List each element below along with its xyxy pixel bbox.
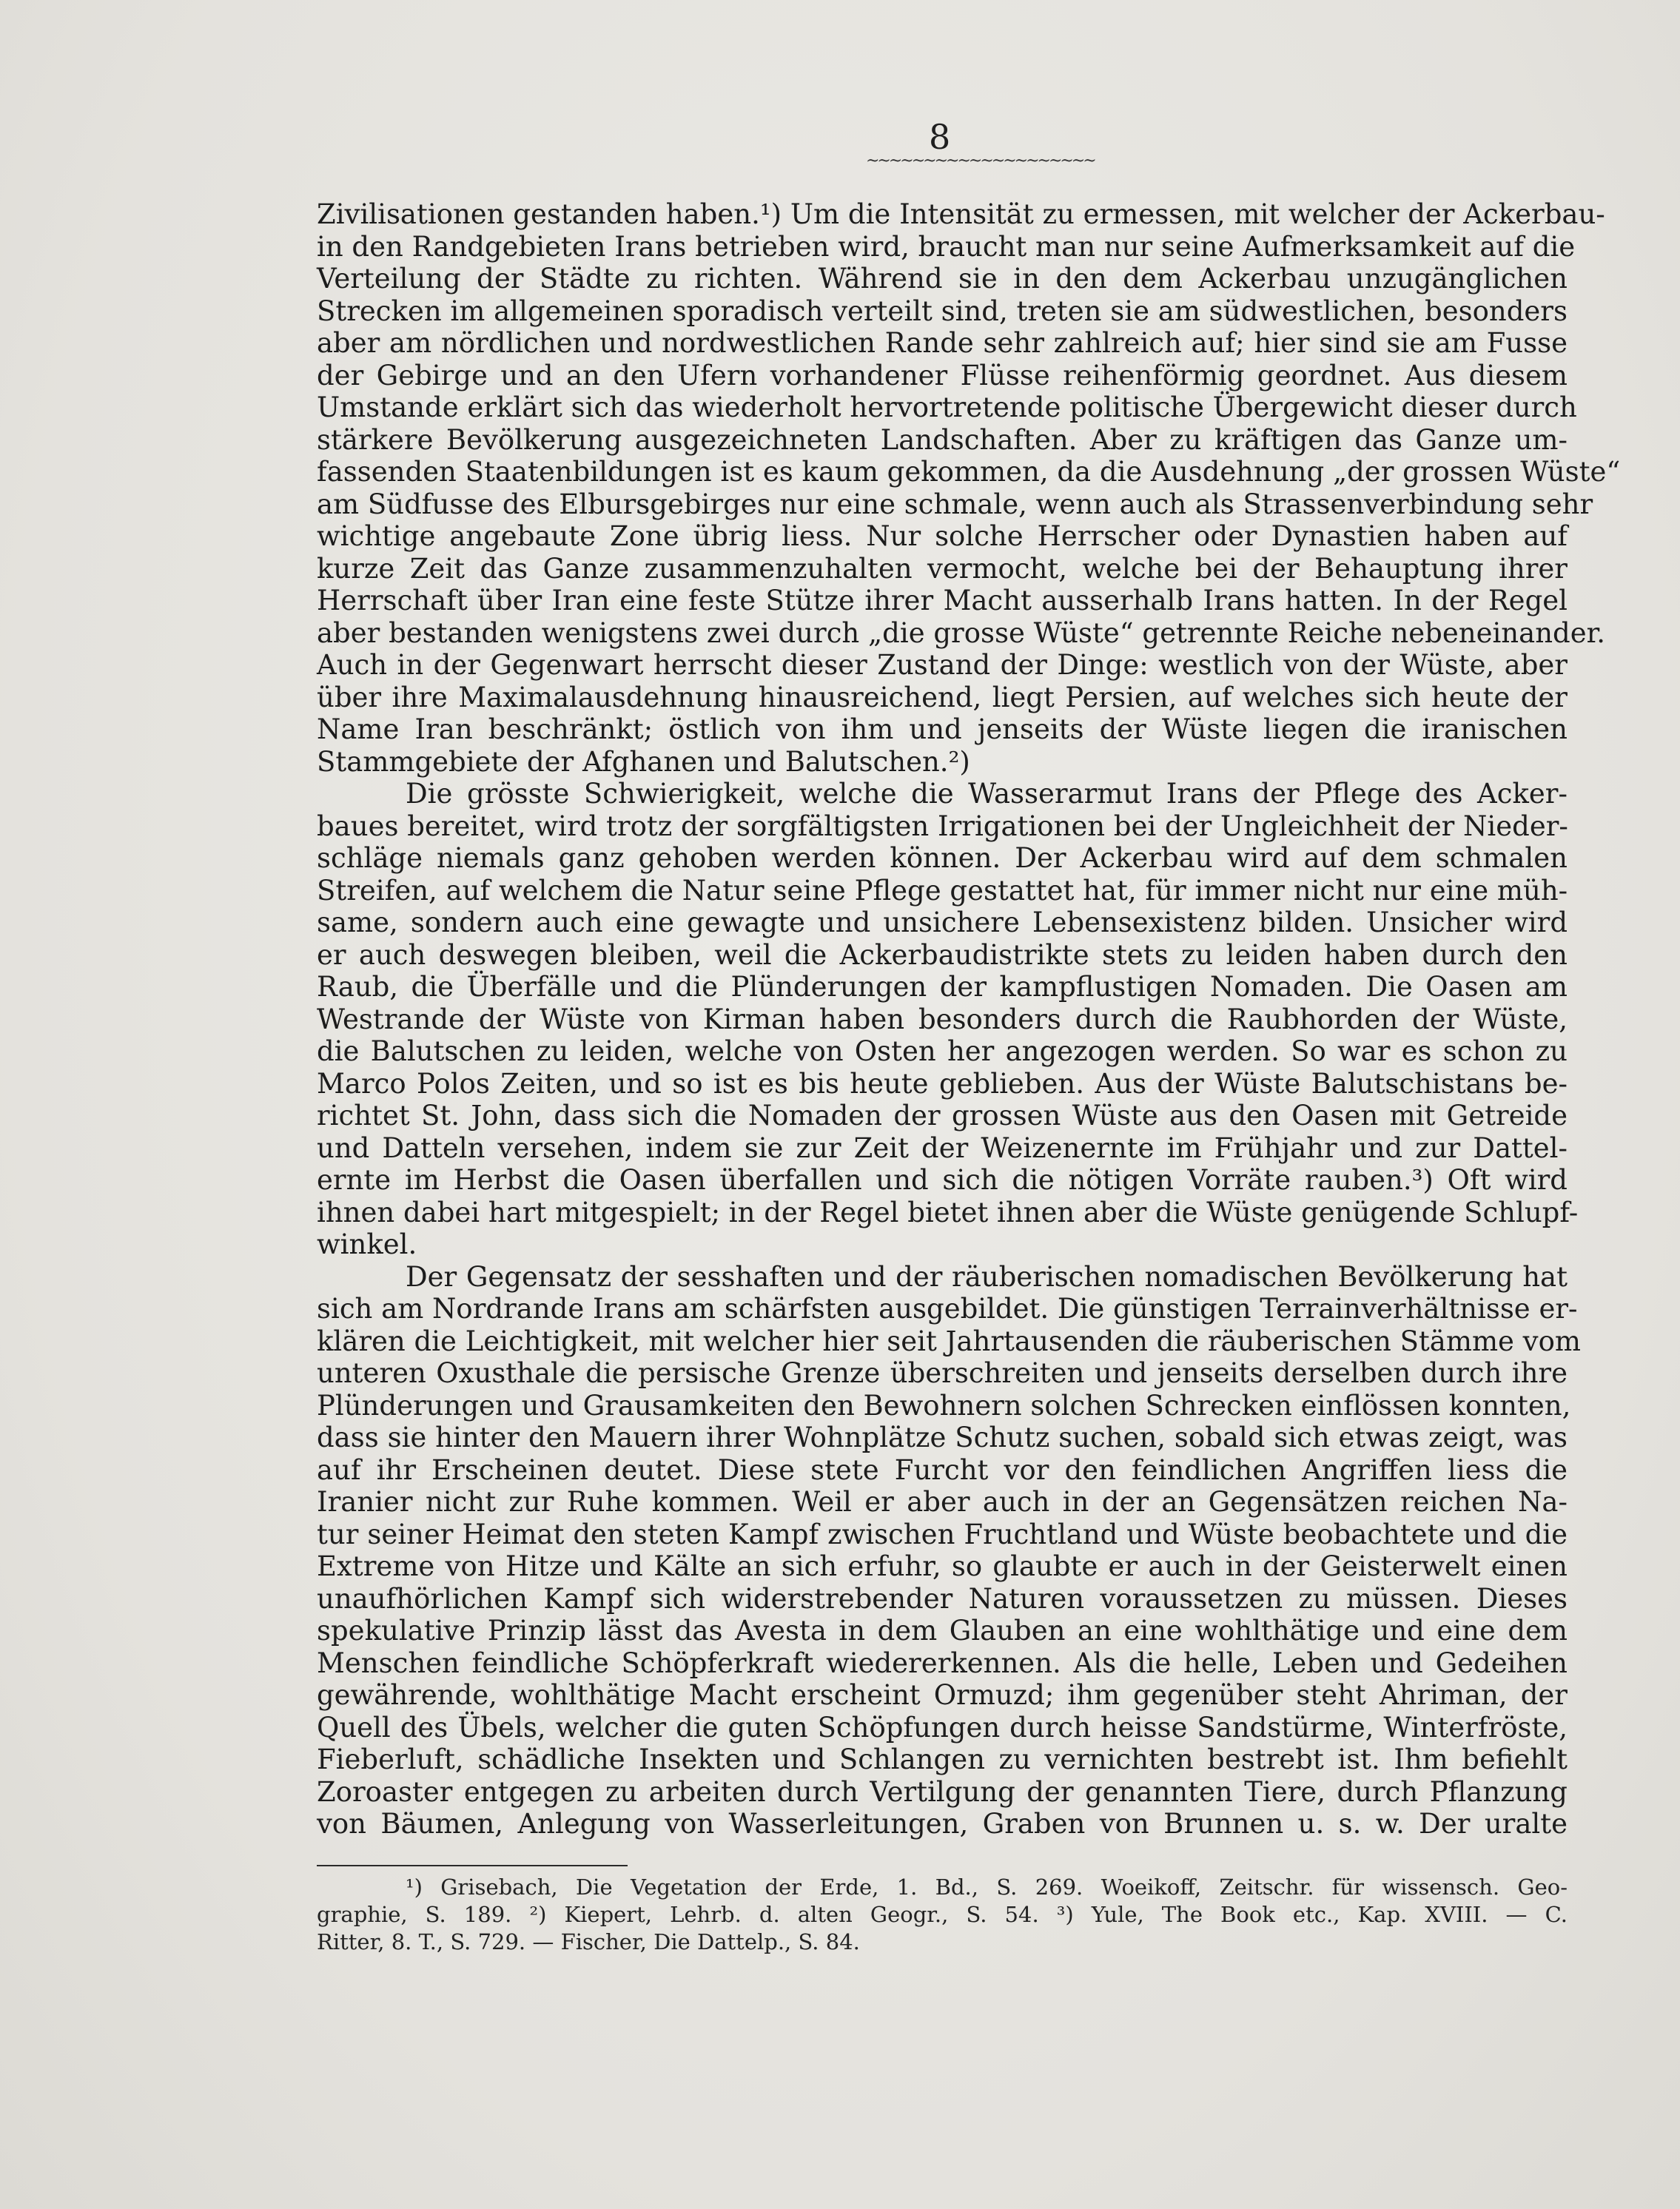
text-line: auf ihr Erscheinen deutet. Diese stete Furcht vor den feindlichen Angriffen liess die — [317, 1453, 1568, 1486]
body-text — [317, 198, 1621, 1840]
footnote-divider — [317, 1865, 628, 1866]
text-line: unaufhörlichen Kampf sich widerstrebender Naturen voraussetzen zu müssen. Dieses — [317, 1582, 1568, 1615]
footnotes — [317, 1874, 1568, 1956]
text-line: Raub, die Überfälle und die Plünderungen der kampflustigen Nomaden. Die Oasen am — [317, 971, 1568, 1003]
text-line: Stammgebiete der Afghanen und Balutschen.²) — [317, 745, 970, 778]
text-line: Iranier nicht zur Ruhe kommen. Weil er aber auch in der an Gegensätzen reichen Na- — [317, 1486, 1568, 1518]
text-line: in den Randgebieten Irans betrieben wird, braucht man nur seine Aufmerksamkeit auf die — [317, 230, 1576, 263]
text-line: aber am nördlichen und nordwestlichen Rande sehr zahlreich auf; hier sind sie am Fusse — [317, 327, 1568, 359]
text-line: klären die Leichtigkeit, mit welcher hier seit Jahrtausenden die räuberischen Stämme vom — [317, 1325, 1581, 1357]
text-line: kurze Zeit das Ganze zusammenzuhalten vermocht, welche bei der Behauptung ihrer — [317, 552, 1568, 585]
text-line: schläge niemals ganz gehoben werden können. Der Ackerbau wird auf dem schmalen — [317, 842, 1568, 874]
text-line: wichtige angebaute Zone übrig liess. Nur solche Herrscher oder Dynastien haben auf — [317, 520, 1568, 552]
text-line: Plünderungen und Grausamkeiten den Bewohnern solchen Schrecken einflössen konnten, — [317, 1389, 1571, 1422]
text-line: Zoroaster entgegen zu arbeiten durch Vertilgung der genannten Tiere, durch Pflanzung — [317, 1775, 1568, 1808]
text-line: sich am Nordrande Irans am schärfsten ausgebildet. Die günstigen Terrainverhältnisse er- — [317, 1293, 1578, 1325]
text-line: der Gebirge und an den Ufern vorhandener Flüsse reihenförmig geordnet. Aus diesem — [317, 359, 1568, 391]
text-line: ernte im Herbst die Oasen überfallen und sich die nötigen Vorräte rauben.³) Oft wird — [317, 1164, 1568, 1196]
text-line: aber bestanden wenigstens zwei durch „die grosse Wüste“ getrennte Reiche nebeneinander. — [317, 616, 1605, 649]
text-line: am Südfusse des Elbursgebirges nur eine schmale, wenn auch als Strassenverbindung sehr — [317, 488, 1593, 520]
page-number: 8 — [929, 117, 951, 157]
footnote-line: graphie, S. 189. ²) Kiepert, Lehrb. d. alten Geogr., S. 54. ³) Yule, The Book etc., Kap. XVIII. — C. — [317, 1902, 1568, 1927]
text-line: Extreme von Hitze und Kälte an sich erfuhr, so glaubte er auch in der Geisterwelt einen — [317, 1550, 1568, 1582]
text-line: Verteilung der Städte zu richten. Während sie in den dem Ackerbau unzugänglichen — [317, 263, 1568, 295]
page-number-ornament: ~~~~~~~~~~~~~~~~~~~~ — [866, 152, 1095, 170]
footnote-line: Ritter, 8. T., S. 729. — Fischer, Die Dattelp., S. 84. — [317, 1929, 860, 1954]
text-line: Herrschaft über Iran eine feste Stütze ihrer Macht ausserhalb Irans hatten. In der Regel — [317, 585, 1568, 616]
text-line: gewährende, wohlthätige Macht erscheint Ormuzd; ihm gegenüber steht Ahriman, der — [317, 1679, 1568, 1711]
footnote-line: ¹) Grisebach, Die Vegetation der Erde, 1. Bd., S. 269. Woeikoff, Zeitschr. für wissensch. Geo- — [406, 1875, 1568, 1900]
text-line: von Bäumen, Anlegung von Wasserleitungen, Graben von Brunnen u. s. w. Der uralte — [317, 1808, 1568, 1840]
text-line: Der Gegensatz der sesshaften und der räuberischen nomadischen Bevölkerung hat — [406, 1260, 1568, 1293]
text-line: richtet St. John, dass sich die Nomaden der grossen Wüste aus den Oasen mit Getreide — [317, 1100, 1568, 1132]
text-line: Die grösste Schwierigkeit, welche die Wasserarmut Irans der Pflege des Acker- — [406, 778, 1568, 810]
text-line: fassenden Staatenbildungen ist es kaum gekommen, da die Ausdehnung „der grossen Wüste“ — [317, 456, 1621, 488]
text-line: stärkere Bevölkerung ausgezeichneten Landschaften. Aber zu kräftigen das Ganze um- — [317, 423, 1568, 456]
text-line: same, sondern auch eine gewagte und unsichere Lebensexistenz bilden. Unsicher wird — [317, 907, 1568, 938]
text-line: baues bereitet, wird trotz der sorgfältigsten Irrigationen bei der Ungleichheit der Nieder- — [317, 810, 1568, 842]
text-line: Menschen feindliche Schöpferkraft wiedererkennen. Als die helle, Leben und Gedeihen — [317, 1647, 1568, 1679]
text-line: Auch in der Gegenwart herrscht dieser Zustand der Dinge: westlich von der Wüste, aber — [317, 649, 1568, 681]
text-line: ihnen dabei hart mitgespielt; in der Regel bietet ihnen aber die Wüste genügende Schlupf- — [317, 1196, 1579, 1228]
text-line: tur seiner Heimat den steten Kampf zwischen Fruchtland und Wüste beobachtete und die — [317, 1518, 1568, 1550]
text-line: Fieberluft, schädliche Insekten und Schlangen zu vernichten bestrebt ist. Ihm befiehlt — [317, 1744, 1568, 1775]
text-line: er auch deswegen bleiben, weil die Ackerbaudistrikte stets zu leiden haben durch den — [317, 938, 1568, 971]
text-line: Quell des Übels, welcher die guten Schöpfungen durch heisse Sandstürme, Winterfröste, — [317, 1711, 1568, 1744]
text-line: unteren Oxusthale die persische Grenze überschreiten und jenseits derselben durch ihre — [317, 1357, 1568, 1389]
text-line: Name Iran beschränkt; östlich von ihm und jenseits der Wüste liegen die iranischen — [317, 713, 1568, 745]
text-line: die Balutschen zu leiden, welche von Osten her angezogen werden. So war es schon zu — [317, 1035, 1568, 1067]
text-line: winkel. — [317, 1228, 417, 1260]
text-line: spekulative Prinzip lässt das Avesta in dem Glauben an eine wohlthätige und eine dem — [317, 1615, 1568, 1647]
text-line: Strecken im allgemeinen sporadisch verteilt sind, treten sie am südwestlichen, besonders — [317, 295, 1568, 327]
text-line: Umstande erklärt sich das wiederholt hervortretende politische Übergewicht dieser durch — [317, 391, 1577, 423]
text-line: und Datteln versehen, indem sie zur Zeit der Weizenernte im Frühjahr und zur Dattel- — [317, 1132, 1568, 1164]
text-line: Westrande der Wüste von Kirman haben besonders durch die Raubhorden der Wüste, — [317, 1003, 1568, 1035]
text-line: Zivilisationen gestanden haben.¹) Um die Intensität zu ermessen, mit welcher der Ackerbau- — [317, 198, 1605, 230]
text-line: über ihre Maximalausdehnung hinausreichend, liegt Persien, auf welches sich heute der — [317, 681, 1568, 713]
text-line: Marco Polos Zeiten, und so ist es bis heute geblieben. Aus der Wüste Balutschistans be- — [317, 1067, 1568, 1100]
text-line: Streifen, auf welchem die Natur seine Pflege gestattet hat, für immer nicht nur eine müh- — [317, 874, 1568, 907]
text-line: dass sie hinter den Mauern ihrer Wohnplätze Schutz suchen, sobald sich etwas zeigt, was — [317, 1422, 1568, 1453]
